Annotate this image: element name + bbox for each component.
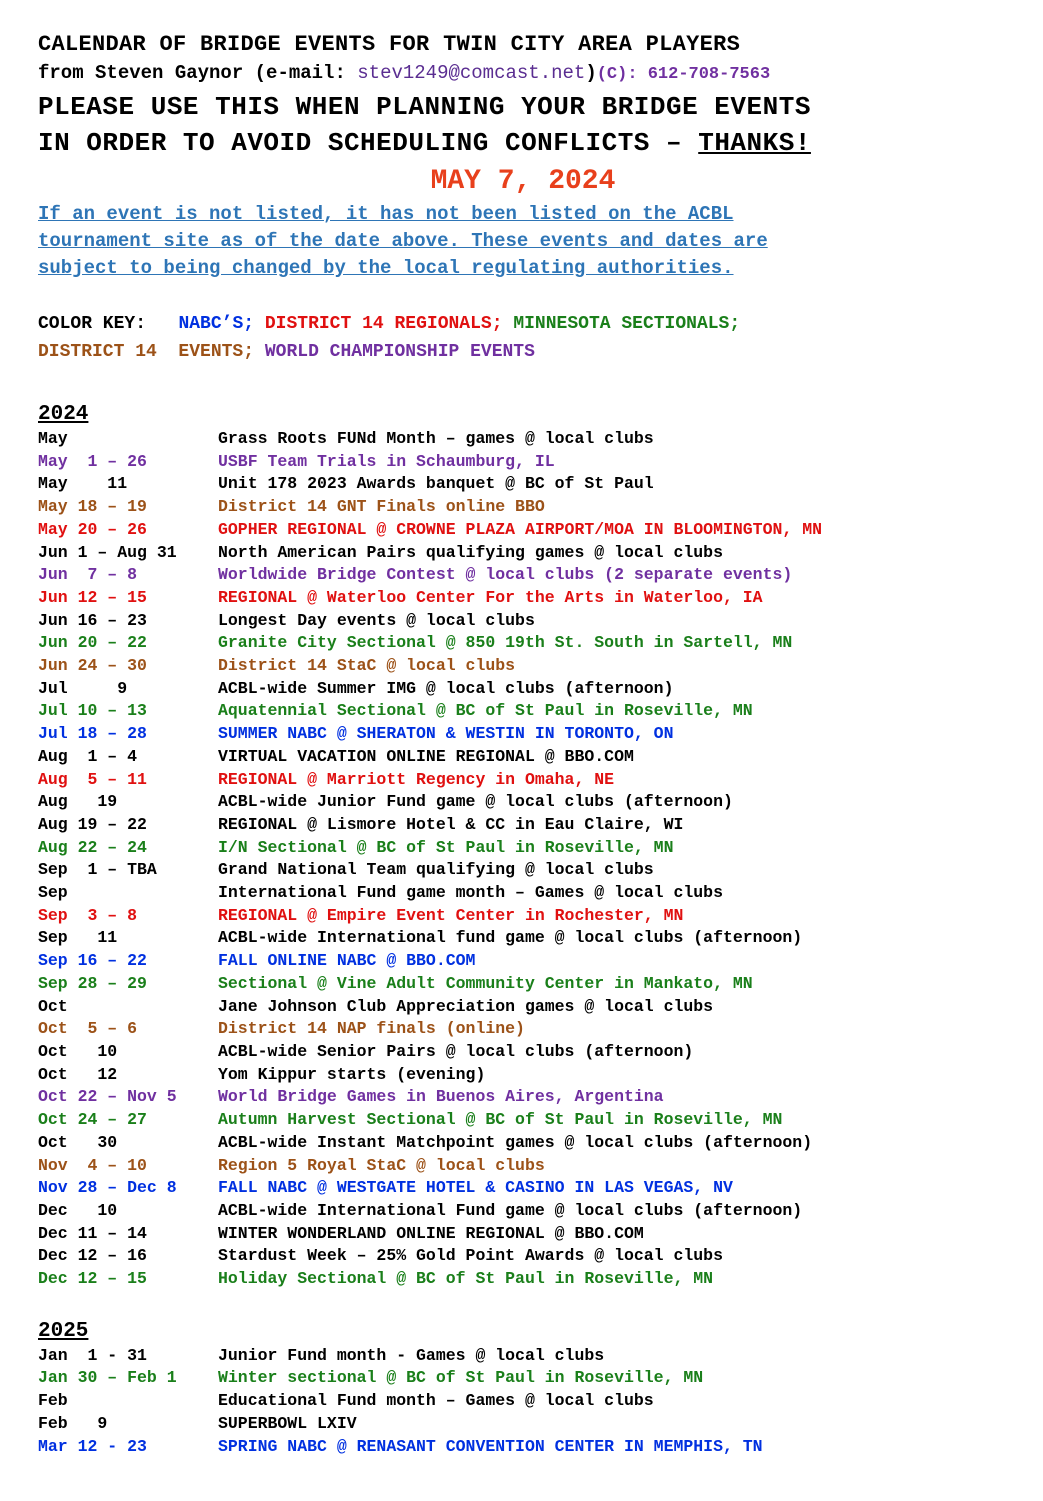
event-description: Unit 178 2023 Awards banquet @ BC of St Paul (218, 474, 654, 494)
event-row (38, 587, 1008, 610)
event-description: SUPERBOWL LXIV (218, 1413, 357, 1433)
please-line-1: PLEASE USE THIS WHEN PLANNING YOUR BRIDGE EVENTS (38, 92, 811, 122)
event-date: Oct 5 – 6 (38, 1019, 138, 1039)
event-date: Mar 12 - 23 (38, 1436, 147, 1456)
event-description: Granite City Sectional @ 850 19th St. South in Sartell, MN (218, 633, 793, 653)
event-description: Winter sectional @ BC of St Paul in Roseville, MN (218, 1368, 704, 1388)
event-date: Aug 22 – 24 (38, 837, 147, 857)
event-description: Yom Kippur starts (evening) (218, 1064, 486, 1084)
event-date: Jul 9 (38, 678, 128, 698)
event-row (38, 496, 1008, 519)
event-description: ACBL-wide Senior Pairs @ local clubs (afternoon) (218, 1041, 694, 1061)
event-row (38, 723, 1008, 746)
notice-line-3: subject to being changed by the local regulating authorities. (38, 257, 734, 279)
event-date: Feb 9 (38, 1413, 108, 1433)
event-description: District 14 StaC @ local clubs (218, 656, 516, 676)
event-description: FALL ONLINE NABC @ BBO.COM (218, 951, 476, 971)
notice-line-2: tournament site as of the date above. These events and dates are (38, 230, 768, 252)
event-description: World Bridge Games in Buenos Aires, Argentina (218, 1087, 664, 1107)
event-date: Dec 12 – 15 (38, 1269, 147, 1289)
event-row (38, 996, 1008, 1019)
key-regionals: DISTRICT 14 REGIONALS; (264, 314, 503, 334)
event-row (38, 837, 1008, 860)
event-row (38, 950, 1008, 973)
event-row (38, 1413, 1008, 1436)
event-row (38, 1345, 1008, 1368)
from-label: from Steven Gaynor (e-mail: (38, 62, 358, 84)
event-row (38, 428, 1008, 451)
event-date: May 18 – 19 (38, 497, 147, 517)
event-description: WINTER WONDERLAND ONLINE REGIONAL @ BBO.COM (218, 1223, 644, 1243)
event-row (38, 542, 1008, 565)
key-nabc: NABC’S; (178, 314, 255, 334)
event-description: Grass Roots FUNd Month – games @ local clubs (218, 429, 654, 448)
event-date: Jan 30 – Feb 1 (38, 1368, 177, 1388)
event-row (38, 814, 1008, 837)
event-row (38, 632, 1008, 655)
event-description: ACBL-wide Summer IMG @ local clubs (afternoon) (218, 678, 674, 698)
thanks-text: THANKS! (698, 128, 811, 158)
notice-paragraph (38, 201, 1008, 282)
event-date: May (38, 429, 68, 448)
event-date: Jan 1 - 31 (38, 1345, 147, 1365)
event-date: Dec 12 – 16 (38, 1246, 147, 1266)
event-row (38, 1064, 1008, 1087)
event-row (38, 700, 1008, 723)
event-description: REGIONAL @ Lismore Hotel & CC in Eau Claire, WI (218, 814, 684, 834)
event-row (38, 882, 1008, 905)
event-row (38, 1177, 1008, 1200)
please-line-2-text: IN ORDER TO AVOID SCHEDULING CONFLICTS – (38, 128, 699, 158)
event-description: Jane Johnson Club Appreciation games @ local clubs (218, 996, 714, 1016)
event-row (38, 678, 1008, 701)
calendar-date: MAY 7, 2024 (430, 166, 616, 197)
event-row (38, 1367, 1008, 1390)
event-row (38, 1086, 1008, 1109)
event-description: Region 5 Royal StaC @ local clubs (218, 1155, 545, 1175)
event-description: Stardust Week – 25% Gold Point Awards @ local clubs (218, 1246, 723, 1266)
event-description: Autumn Harvest Sectional @ BC of St Paul in Roseville, MN (218, 1110, 783, 1130)
event-date: Oct 30 (38, 1132, 118, 1152)
event-row (38, 519, 1008, 542)
close-paren: ) (585, 62, 597, 84)
event-description: Holiday Sectional @ BC of St Paul in Roseville, MN (218, 1269, 714, 1289)
event-row (38, 564, 1008, 587)
event-row (38, 973, 1008, 996)
event-description: ACBL-wide Junior Fund game @ local clubs (afternoon) (218, 792, 733, 812)
event-row (38, 1390, 1008, 1413)
event-row (38, 451, 1008, 474)
event-date: Jun 1 – Aug 31 (38, 542, 177, 562)
event-date: Jun 7 – 8 (38, 565, 138, 585)
event-row (38, 746, 1008, 769)
event-date: Jun 12 – 15 (38, 587, 147, 607)
event-date: Jul 10 – 13 (38, 701, 147, 721)
event-description: Educational Fund month – Games @ local clubs (218, 1391, 654, 1411)
event-row (38, 859, 1008, 882)
event-description: I/N Sectional @ BC of St Paul in Roseville, MN (218, 837, 674, 857)
event-date: Jun 20 – 22 (38, 633, 147, 653)
event-date: Aug 1 – 4 (38, 746, 138, 766)
event-description: ACBL-wide Instant Matchpoint games @ local clubs (afternoon) (218, 1132, 813, 1152)
event-description: North American Pairs qualifying games @ local clubs (218, 542, 723, 562)
event-date: Aug 19 (38, 792, 118, 812)
key-world: WORLD CHAMPIONSHIP EVENTS (264, 342, 535, 362)
key-sectionals: MINNESOTA SECTIONALS; (513, 314, 741, 334)
event-row (38, 1268, 1008, 1291)
email-link[interactable]: stev1249@comcast.net (357, 62, 586, 84)
event-description: District 14 NAP finals (online) (218, 1019, 525, 1039)
event-description: Worldwide Bridge Contest @ local clubs (2 separate events) (218, 565, 793, 585)
event-description: REGIONAL @ Marriott Regency in Omaha, NE (218, 769, 615, 789)
year-heading: 2024 (38, 403, 89, 426)
page-title: CALENDAR OF BRIDGE EVENTS FOR TWIN CITY AREA PLAYERS (38, 32, 741, 57)
event-row (38, 1041, 1008, 1064)
event-row (38, 791, 1008, 814)
event-row (38, 473, 1008, 496)
event-date: Aug 5 – 11 (38, 769, 147, 789)
event-row (38, 1436, 1008, 1459)
event-row (38, 1245, 1008, 1268)
event-row (38, 769, 1008, 792)
event-description: GOPHER REGIONAL @ CROWNE PLAZA AIRPORT/MOA IN BLOOMINGTON, MN (218, 519, 822, 539)
event-date: Jul 18 – 28 (38, 724, 147, 744)
event-description: ACBL-wide International fund game @ local clubs (afternoon) (218, 928, 803, 948)
event-description: USBF Team Trials in Schaumburg, IL (218, 451, 555, 471)
color-key-label: COLOR KEY: (38, 314, 179, 334)
event-row (38, 1132, 1008, 1155)
event-date: Sep 28 – 29 (38, 973, 147, 993)
event-row (38, 655, 1008, 678)
event-date: Jun 16 – 23 (38, 610, 147, 630)
event-date: May 1 – 26 (38, 451, 147, 471)
event-date: Sep 3 – 8 (38, 905, 138, 925)
event-date: Nov 28 – Dec 8 (38, 1178, 177, 1198)
event-date: Sep (38, 883, 68, 903)
event-description: International Fund game month – Games @ local clubs (218, 883, 723, 903)
event-row (38, 1223, 1008, 1246)
event-description: Grand National Team qualifying @ local clubs (218, 860, 654, 880)
event-date: Dec 11 – 14 (38, 1223, 147, 1243)
event-description: Sectional @ Vine Adult Community Center in Mankato, MN (218, 973, 753, 993)
key-district: DISTRICT 14 EVENTS; (38, 342, 255, 362)
color-key (38, 310, 1008, 366)
event-description: SUMMER NABC @ SHERATON & WESTIN IN TORONTO, ON (218, 724, 674, 744)
event-date: Aug 19 – 22 (38, 814, 147, 834)
color-key-line-2 (38, 338, 1008, 366)
event-date: Jun 24 – 30 (38, 656, 147, 676)
please-line-2 (38, 125, 1008, 161)
event-date: Sep 11 (38, 928, 118, 948)
event-row (38, 1200, 1008, 1223)
color-key-line-1 (38, 310, 1008, 338)
event-date: May 11 (38, 474, 128, 494)
event-date: Oct (38, 996, 68, 1016)
event-calendar (38, 402, 1008, 1458)
event-date: Sep 16 – 22 (38, 951, 147, 971)
event-row (38, 1155, 1008, 1178)
event-row (38, 1018, 1008, 1041)
event-description: Aquatennial Sectional @ BC of St Paul in Roseville, MN (218, 701, 753, 721)
event-description: SPRING NABC @ RENASANT CONVENTION CENTER IN MEMPHIS, TN (218, 1436, 763, 1456)
event-date: Feb (38, 1391, 68, 1411)
event-row (38, 905, 1008, 928)
phone-number: (C): 612-708-7563 (596, 65, 771, 84)
event-description: REGIONAL @ Empire Event Center in Rochester, MN (218, 905, 684, 925)
event-date: Oct 22 – Nov 5 (38, 1087, 177, 1107)
event-description: VIRTUAL VACATION ONLINE REGIONAL @ BBO.COM (218, 746, 634, 766)
event-date: Nov 4 – 10 (38, 1155, 147, 1175)
contact-line (38, 59, 1008, 89)
event-description: REGIONAL @ Waterloo Center For the Arts in Waterloo, IA (218, 587, 763, 607)
event-description: ACBL-wide International Fund game @ local clubs (afternoon) (218, 1200, 803, 1220)
event-date: Oct 24 – 27 (38, 1110, 147, 1130)
calendar-page (38, 30, 1008, 1458)
event-row (38, 610, 1008, 633)
event-date: Oct 10 (38, 1041, 118, 1061)
event-row (38, 1109, 1008, 1132)
event-date: May 20 – 26 (38, 519, 147, 539)
event-description: Junior Fund month - Games @ local clubs (218, 1345, 605, 1365)
year-heading: 2025 (38, 1319, 89, 1343)
notice-line-1: If an event is not listed, it has not been listed on the ACBL (38, 203, 734, 225)
event-date: Dec 10 (38, 1200, 118, 1220)
event-description: Longest Day events @ local clubs (218, 610, 535, 630)
event-row (38, 927, 1008, 950)
event-description: FALL NABC @ WESTGATE HOTEL & CASINO IN LAS VEGAS, NV (218, 1178, 733, 1198)
event-date: Oct 12 (38, 1064, 118, 1084)
event-date: Sep 1 – TBA (38, 860, 157, 880)
event-description: District 14 GNT Finals online BBO (218, 497, 545, 517)
